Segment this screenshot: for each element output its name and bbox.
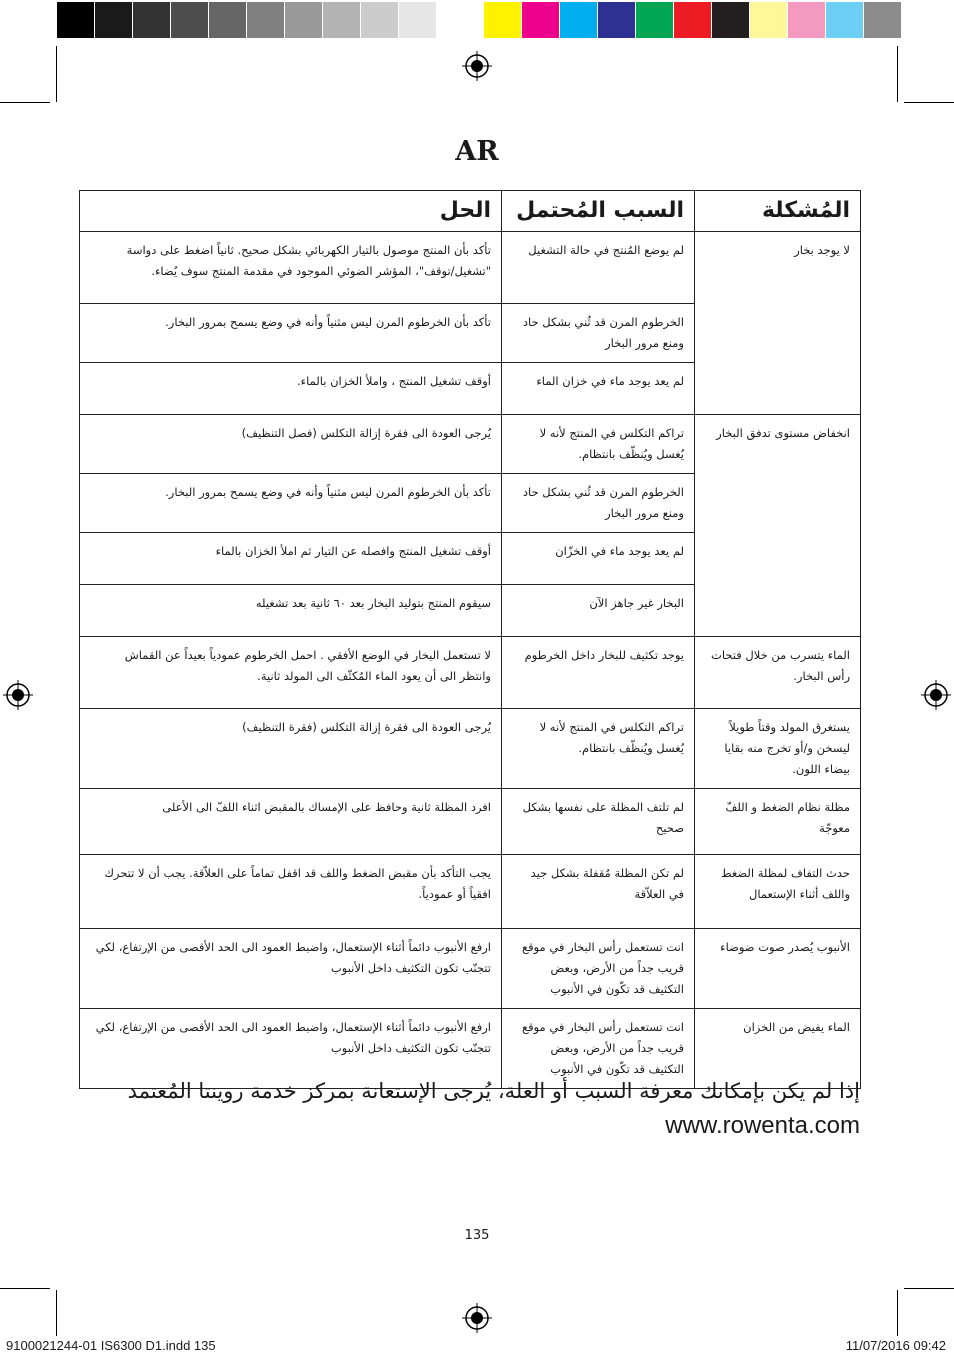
slug-filename: 9100021244-01 IS6300 D1.indd 135 <box>6 1338 216 1353</box>
gray-swatch <box>247 2 285 38</box>
registration-mark-icon <box>462 1303 492 1333</box>
color-swatch <box>712 2 750 38</box>
problem-cell: يستغرق المولد وقتاً طويلاً ليسخن و/أو تخرج منه بقايا بيضاء اللون. <box>695 709 861 789</box>
problem-cell: الماء يفيض من الخزان <box>695 1009 861 1089</box>
header-problem: المُشكلة <box>695 191 861 232</box>
crop-mark <box>56 1290 57 1336</box>
solution-cell: تأكد بأن المنتج موصول بالتيار الكهربائي بشكل صحيح. ثانياً اضغط على دواسة "تشغيل/توقف"، المؤشر الضوئي الموجود في مقدمة المنتج سوف يُضاء. <box>80 232 502 304</box>
solution-cell: افرد المظلة ثانية وحافظ على الإمساك بالمقبض اثناء اللفّ الى الأعلى <box>80 789 502 855</box>
cause-cell: لم يعد يوجد ماء في الخزّان <box>502 533 695 585</box>
color-swatch <box>826 2 864 38</box>
crop-mark <box>904 102 954 103</box>
table-row <box>80 929 861 1009</box>
crop-mark <box>0 1288 50 1289</box>
cause-cell: البخار غير جاهز الآن <box>502 585 695 637</box>
language-code: AR <box>455 136 499 167</box>
cause-cell: تراكم التكلس في المنتج لأنه لا يُغسل ويُنظّف بانتظام. <box>502 709 695 789</box>
gray-swatch <box>209 2 247 38</box>
service-note: إذا لم يكن بإمكانك معرفة السبب أو العلة، يُرجى الإستعانة بمركز خدمة روينتا المُعتمد <box>127 1079 860 1103</box>
color-swatch <box>484 2 522 38</box>
gray-swatch <box>285 2 323 38</box>
problem-cell: لا يوجد بخار <box>695 232 861 415</box>
solution-cell: يُرجى العودة الى فقرة إزالة التكلس (فقرة التنظيف) <box>80 709 502 789</box>
gray-swatch <box>361 2 399 38</box>
troubleshooting-table <box>79 190 861 1089</box>
table-row <box>80 855 861 929</box>
header-cause: السبب المُحتمل <box>502 191 695 232</box>
gray-swatch <box>171 2 209 38</box>
cause-cell: انت تستعمل رأس البخار في موقع قريب جداً من الأرض، وبعض التكثيف قد تكّون في الأنبوب <box>502 1009 695 1089</box>
solution-cell: يُرجى العودة الى فقرة إزالة التكلس (فصل التنظيف) <box>80 415 502 474</box>
solution-cell: أوقف تشغيل المنتج ، واملأ الخزان بالماء. <box>80 363 502 415</box>
color-swatch <box>864 2 902 38</box>
crop-mark <box>897 46 898 102</box>
crop-mark <box>0 102 50 103</box>
header-solution: الحل <box>80 191 502 232</box>
gray-swatch <box>95 2 133 38</box>
table-row <box>80 709 861 789</box>
table-row <box>80 232 861 304</box>
table-header-row <box>80 191 861 232</box>
gray-swatch <box>323 2 361 38</box>
registration-mark-icon <box>3 680 33 710</box>
problem-cell: مظلة نظام الضغط و اللفّ معوجّة <box>695 789 861 855</box>
gray-swatch <box>437 2 475 38</box>
page-number: 135 <box>464 1228 490 1243</box>
cause-cell: الخرطوم المرن قد ثُني بشكل حاد ومنع مرور البخار <box>502 304 695 363</box>
cause-cell: تراكم التكلس في المنتج لأنه لا يُغسل ويُنظّف بانتظام. <box>502 415 695 474</box>
crop-mark <box>897 1290 898 1336</box>
table-row <box>80 415 861 474</box>
color-swatch <box>560 2 598 38</box>
gray-swatch <box>399 2 437 38</box>
solution-cell: سيقوم المنتج بتوليد البخار بعد ٦٠ ثانية بعد تشغيله <box>80 585 502 637</box>
solution-cell: لا تستعمل البخار في الوضع الأفقي . احمل الخرطوم عمودياً بعيداً عن القماش وانتظر الى أن يعود الماء المُكثّف الى المولد ثانية. <box>80 637 502 709</box>
table-body <box>80 232 861 1089</box>
crop-mark <box>56 46 57 102</box>
gray-swatch <box>133 2 171 38</box>
solution-cell: يجب التأكد بأن مقبض الضغط واللف قد اقفل تماماً على العلاّقة. يجب أن لا تتحرك افقياً أو عمودياً. <box>80 855 502 929</box>
color-swatch <box>788 2 826 38</box>
registration-mark-icon <box>462 51 492 81</box>
color-calibration-bar <box>484 2 902 38</box>
solution-cell: تأكد بأن الخرطوم المرن ليس مثنياً وأنه في وضع يسمح بمرور البخار. <box>80 304 502 363</box>
problem-cell: حدث التفاف لمظلة الضغط واللف أثناء الإستعمال <box>695 855 861 929</box>
table-row <box>80 637 861 709</box>
color-swatch <box>750 2 788 38</box>
color-swatch <box>598 2 636 38</box>
table-row <box>80 789 861 855</box>
solution-cell: أوقف تشغيل المنتج وافصله عن التيار ثم املأ الخزان بالماء <box>80 533 502 585</box>
cause-cell: الخرطوم المرن قد ثُني بشكل حاد ومنع مرور البخار <box>502 474 695 533</box>
color-swatch <box>674 2 712 38</box>
problem-cell: الماء يتسرب من خلال فتحات رأس البخار. <box>695 637 861 709</box>
solution-cell: تأكد بأن الخرطوم المرن ليس مثنياً وأنه في وضع يسمح بمرور البخار. <box>80 474 502 533</box>
color-swatch <box>522 2 560 38</box>
gray-swatch <box>57 2 95 38</box>
cause-cell: لم يعد يوجد ماء في خزان الماء <box>502 363 695 415</box>
crop-mark <box>904 1288 954 1289</box>
registration-mark-icon <box>921 680 951 710</box>
solution-cell: ارفع الأنبوب دائماً أثناء الإستعمال، واضبط العمود الى الحد الأقصى من الإرتفاع، لكي تتجنّب تكون التكثيف داخل الأنبوب <box>80 929 502 1009</box>
solution-cell: ارفع الأنبوب دائماً أثناء الإستعمال، واضبط العمود الى الحد الأقصى من الإرتفاع، لكي تتجنّب تكون التكثيف داخل الأنبوب <box>80 1009 502 1089</box>
cause-cell: لم يوضع المُنتج في حالة التشغيل <box>502 232 695 304</box>
cause-cell: لم تكن المظلة مُقفلة بشكل جيد في العلاّقة <box>502 855 695 929</box>
color-swatch <box>636 2 674 38</box>
cause-cell: لم تلتف المظلة على نفسها بشكل صحيح <box>502 789 695 855</box>
problem-cell: الأنبوب يُصدر صوت ضوضاء <box>695 929 861 1009</box>
cause-cell: انت تستعمل رأس البخار في موقع قريب جداً من الأرض، وبعض التكثيف قد تكّون في الأنبوب <box>502 929 695 1009</box>
slug-date: 11/07/2016 09:42 <box>845 1338 946 1353</box>
problem-cell: انخفاض مستوى تدفق البخار <box>695 415 861 637</box>
website-url: www.rowenta.com <box>665 1112 860 1139</box>
gray-calibration-bar <box>57 2 475 38</box>
cause-cell: يوجد تكثيف للبخار داخل الخرطوم <box>502 637 695 709</box>
